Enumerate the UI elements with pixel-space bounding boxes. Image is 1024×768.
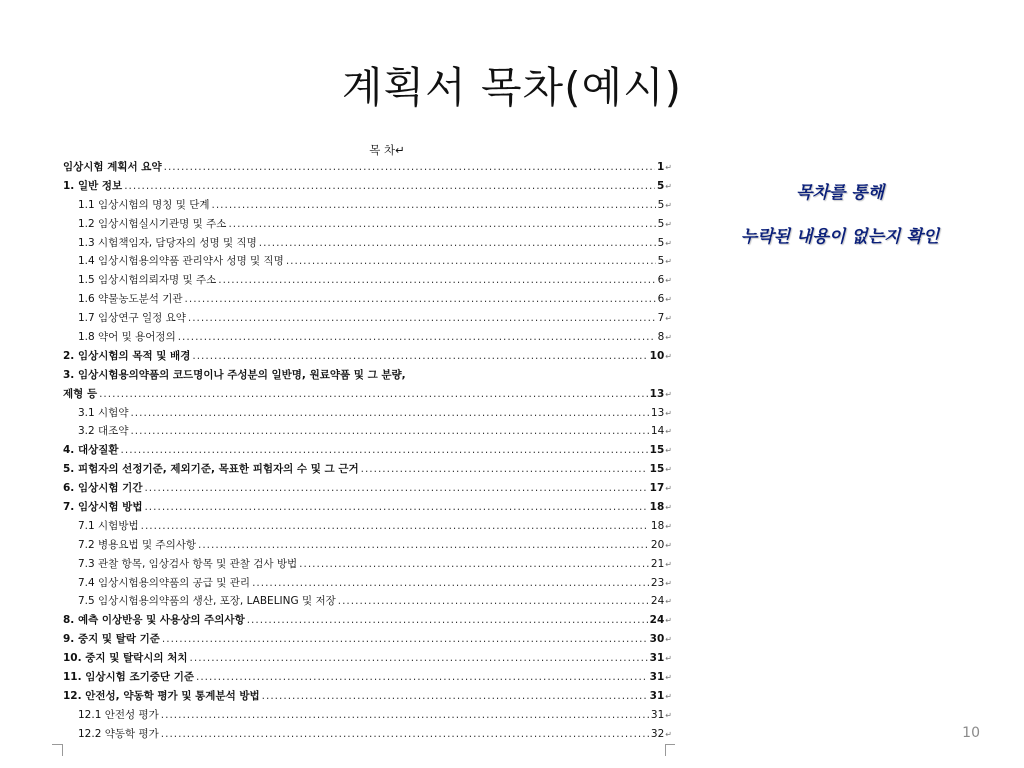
toc-entry-page: 5	[657, 198, 665, 211]
toc-list	[58, 158, 676, 744]
toc-entry	[58, 687, 676, 706]
toc-entry	[58, 252, 676, 271]
toc-entry	[58, 517, 676, 536]
toc-dot-leader	[211, 196, 655, 215]
toc-entry-page: 31	[649, 671, 665, 684]
toc-entry-title: 3.1 시험약	[78, 406, 129, 419]
toc-entry-page: 31	[649, 689, 665, 702]
toc-entry	[58, 158, 676, 177]
toc-dot-leader	[164, 158, 655, 177]
toc-entry	[58, 404, 676, 423]
paragraph-mark: ↵	[665, 276, 672, 286]
toc-dot-leader	[190, 649, 648, 668]
toc-entry	[58, 536, 676, 555]
callout-line-2: 누락된 내용이 없는지 확인	[740, 227, 940, 247]
toc-entry	[58, 498, 676, 517]
toc-entry-title: 4. 대상질환	[63, 444, 119, 457]
slide-title: 계획서 목차(예시)	[341, 63, 683, 112]
toc-entry-page: 6	[657, 293, 665, 306]
paragraph-mark: ↵	[665, 465, 672, 475]
toc-dot-leader	[286, 252, 656, 271]
toc-entry-title: 3.2 대조약	[78, 425, 129, 438]
toc-entry-page: 13	[649, 387, 665, 400]
paragraph-mark: ↵	[665, 446, 672, 456]
toc-entry-title: 7.3 관찰 항목, 임상검사 항목 및 관찰 검사 방법	[78, 557, 298, 570]
toc-entry-page: 5	[657, 217, 665, 230]
paragraph-mark: ↵	[665, 314, 672, 324]
toc-entry-title: 10. 중지 및 탈락시의 처치	[63, 652, 188, 665]
paragraph-mark: ↵	[665, 691, 672, 701]
paragraph-mark: ↵	[665, 503, 672, 513]
toc-heading: 목 차↵	[369, 143, 405, 157]
toc-entry	[58, 441, 676, 460]
toc-entry-page: 17	[649, 482, 665, 495]
toc-entry-title: 1.5 임상시험의뢰자명 및 주소	[78, 274, 217, 287]
paragraph-mark: ↵	[665, 427, 672, 437]
toc-entry-page: 5	[657, 236, 665, 249]
paragraph-mark: ↵	[665, 654, 672, 664]
toc-entry-title: 7. 임상시험 방법	[63, 501, 143, 514]
paragraph-mark: ↵	[665, 181, 672, 191]
paragraph-mark: ↵	[665, 408, 672, 418]
paragraph-mark: ↵	[665, 257, 672, 267]
toc-dot-leader	[141, 517, 649, 536]
toc-entry-title: 1.3 시험책임자, 담당자의 성명 및 직명	[78, 236, 257, 249]
paragraph-mark: ↵	[665, 389, 672, 399]
toc-dot-leader	[252, 574, 649, 593]
toc-entry	[58, 706, 676, 725]
toc-dot-leader	[228, 215, 655, 234]
page-corner-mark	[665, 744, 675, 755]
toc-dot-leader	[338, 592, 649, 611]
toc-dot-leader	[130, 404, 648, 423]
toc-entry-title: 1.4 임상시험용의약품 관리약사 성명 및 직명	[78, 255, 284, 268]
toc-entry-page: 15	[649, 444, 665, 457]
toc-entry-page: 8	[657, 331, 665, 344]
toc-entry-page: 24	[650, 595, 665, 608]
toc-entry-title: 7.5 임상시험용의약품의 생산, 포장, LABELING 및 저장	[78, 595, 336, 608]
paragraph-mark: ↵	[665, 729, 672, 739]
toc-dot-leader	[247, 611, 648, 630]
toc-entry	[58, 347, 676, 366]
toc-entry-page: 10	[649, 349, 665, 362]
slide-page-number: 10	[962, 725, 980, 741]
toc-entry-title: 임상시험 계획서 요약	[63, 161, 162, 173]
toc-entry-title: 1.2 임상시험실시기관명 및 주소	[78, 217, 227, 230]
toc-entry-page: 5	[656, 179, 665, 192]
toc-entry-page: 31	[650, 708, 665, 721]
toc-entry-page: 31	[649, 652, 665, 665]
toc-entry	[58, 177, 676, 196]
paragraph-mark: ↵	[665, 635, 672, 645]
toc-entry	[58, 479, 676, 498]
toc-dot-leader	[259, 234, 656, 253]
toc-dot-leader	[198, 536, 649, 555]
toc-entry-title: 12.1 안전성 평가	[78, 708, 159, 721]
toc-entry-page: 6	[657, 274, 665, 287]
toc-entry	[58, 668, 676, 687]
toc-entry	[58, 385, 676, 404]
paragraph-mark: ↵	[665, 295, 672, 305]
toc-dot-leader	[121, 441, 648, 460]
toc-entry	[58, 234, 676, 253]
toc-entry-title: 7.2 병용요법 및 주의사항	[78, 538, 196, 551]
toc-entry-title: 제형 등	[63, 387, 98, 400]
toc-entry-title: 1.1 임상시험의 명칭 및 단계	[78, 198, 210, 211]
toc-entry-title: 8. 예측 이상반응 및 사용상의 주의사항	[63, 614, 245, 627]
toc-entry-page: 21	[650, 557, 665, 570]
toc-entry	[58, 592, 676, 611]
toc-entry-title: 12.2 약동학 평가	[78, 727, 159, 740]
paragraph-mark: ↵	[665, 163, 672, 172]
toc-dot-leader	[192, 347, 647, 366]
toc-entry	[58, 460, 676, 479]
toc-entry-title: 1. 일반 정보	[63, 179, 123, 192]
toc-dot-leader	[188, 309, 656, 328]
toc-dot-leader	[144, 479, 647, 498]
page-corner-mark	[52, 744, 62, 755]
toc-entry-page: 18	[650, 519, 665, 532]
toc-entry	[58, 611, 676, 630]
toc-dot-leader	[185, 290, 656, 309]
paragraph-mark: ↵	[665, 521, 672, 531]
toc-entry-title: 2. 임상시험의 목적 및 배경	[63, 349, 191, 362]
paragraph-mark: ↵	[665, 578, 672, 588]
paragraph-mark: ↵	[665, 710, 672, 720]
toc-entry-title: 1.6 약물농도분석 기관	[78, 293, 183, 306]
toc-dot-leader	[130, 422, 648, 441]
toc-entry	[58, 196, 676, 215]
toc-dot-leader	[162, 630, 648, 649]
toc-entry	[58, 630, 676, 649]
paragraph-mark: ↵	[665, 616, 672, 626]
toc-entry	[58, 328, 676, 347]
toc-entry	[58, 649, 676, 668]
toc-dot-leader	[262, 687, 648, 706]
toc-entry-title: 11. 임상시험 조기중단 기준	[63, 671, 194, 684]
toc-entry	[58, 271, 676, 290]
paragraph-mark: ↵	[665, 559, 672, 569]
toc-entry	[58, 555, 676, 574]
toc-entry-page: 30	[649, 633, 665, 646]
toc-entry	[58, 215, 676, 234]
toc-document-image	[58, 142, 676, 748]
paragraph-mark: ↵	[665, 238, 672, 248]
toc-entry-title: 1.7 임상연구 일정 요약	[78, 312, 186, 325]
toc-entry-title: 9. 중지 및 탈락 기준	[63, 633, 160, 646]
paragraph-mark: ↵	[665, 597, 672, 607]
toc-entry-page: 13	[650, 406, 665, 419]
paragraph-mark: ↵	[665, 219, 672, 229]
paragraph-mark: ↵	[665, 351, 672, 361]
toc-entry-page: 18	[649, 501, 665, 514]
paragraph-mark: ↵	[665, 333, 672, 343]
toc-entry	[58, 725, 676, 744]
toc-entry-title: 12. 안전성, 약동학 평가 및 통계분석 방법	[63, 689, 260, 702]
toc-entry-page: 14	[650, 425, 665, 438]
toc-dot-leader	[161, 706, 649, 725]
toc-dot-leader	[361, 460, 648, 479]
toc-dot-leader	[144, 498, 647, 517]
toc-dot-leader	[196, 668, 648, 687]
toc-entry-title: 1.8 약어 및 용어정의	[78, 331, 176, 344]
toc-dot-leader	[124, 177, 655, 196]
callout-line-1: 목차를 통해	[795, 183, 885, 203]
toc-entry-page: 1	[656, 161, 665, 173]
paragraph-mark: ↵	[665, 673, 672, 683]
toc-entry	[58, 422, 676, 441]
toc-entry-title: 6. 임상시험 기간	[63, 482, 143, 495]
toc-entry-page: 15	[649, 463, 665, 476]
toc-entry-title: 5. 피험자의 선정기준, 제외기준, 목표한 피험자의 수 및 그 근거	[63, 463, 359, 476]
toc-entry-page: 7	[657, 312, 665, 325]
toc-dot-leader	[299, 555, 649, 574]
toc-entry-page: 23	[650, 576, 665, 589]
toc-entry-title: 7.4 임상시험용의약품의 공급 및 관리	[78, 576, 251, 589]
toc-entry-page: 24	[649, 614, 665, 627]
paragraph-mark: ↵	[665, 484, 672, 494]
toc-dot-leader	[99, 385, 648, 404]
toc-entry-title: 3. 임상시험용의약품의 코드명이나 주성분의 일반명, 원료약품 및 그 분량,	[63, 368, 406, 381]
paragraph-mark: ↵	[665, 200, 672, 210]
toc-entry	[58, 290, 676, 309]
toc-entry-title: 7.1 시험방법	[78, 519, 139, 532]
paragraph-mark: ↵	[665, 540, 672, 550]
toc-dot-leader	[218, 271, 655, 290]
toc-entry	[58, 309, 676, 328]
toc-entry	[58, 366, 676, 385]
toc-entry-page: 32	[650, 727, 665, 740]
toc-entry-page: 20	[650, 538, 665, 551]
toc-dot-leader	[161, 725, 649, 744]
toc-dot-leader	[178, 328, 656, 347]
toc-entry	[58, 574, 676, 593]
toc-entry-page: 5	[657, 255, 665, 268]
